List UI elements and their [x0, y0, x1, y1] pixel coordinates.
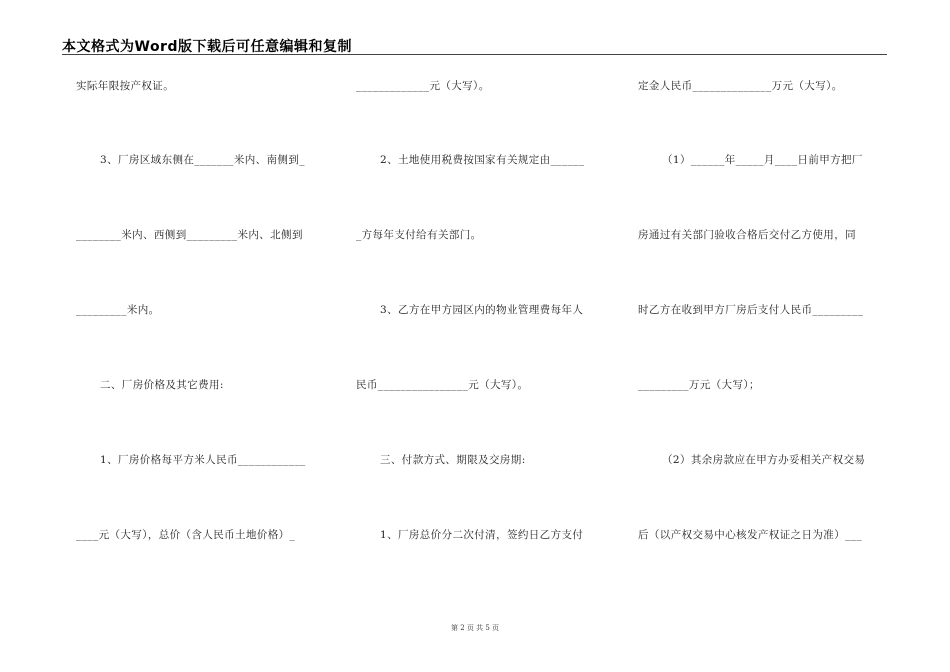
text-line: 后（以产权交易中心核发产权证之日为准）___ — [638, 529, 863, 541]
text-line: 1、厂房价格每平方米人民币____________ — [100, 454, 306, 466]
text-column-left — [76, 0, 326, 672]
text-line: 3、厂房区域东侧在_______米内、南侧到_ — [100, 154, 305, 166]
text-line: 2、土地使用税费按国家有关规定由______ — [380, 154, 585, 166]
text-line: （2）其余房款应在甲方办妥相关产权交易 — [662, 454, 866, 466]
text-line: _____________元（大写）。 — [356, 80, 490, 92]
text-line: 二、厂房价格及其它费用: — [100, 379, 224, 391]
text-line: ________米内、西侧到_________米内、北侧到 — [76, 229, 303, 241]
text-line: 1、厂房总价分二次付清，签约日乙方支付 — [380, 529, 584, 541]
text-line: _________米内。 — [76, 304, 160, 316]
page-number-footer: 第 2 页 共 5 页 — [450, 624, 500, 632]
text-line: 实际年限按产权证。 — [76, 80, 175, 92]
text-line: _________万元（大写）； — [638, 379, 760, 391]
text-line: 民币________________元（大写）。 — [356, 379, 529, 391]
text-line: 房通过有关部门验收合格后交付乙方使用，同 — [638, 229, 856, 241]
text-line: _方每年支付给有关部门。 — [356, 229, 482, 241]
document-header-title: 本文格式为Word版下载后可任意编辑和复制 — [62, 39, 352, 55]
text-line: 时乙方在收到甲方厂房后支付人民币_________ — [638, 304, 864, 316]
text-line: （1）______年_____月____日前甲方把厂 — [662, 154, 863, 166]
text-column-middle — [356, 0, 606, 672]
text-line: ____元（大写），总价（含人民币土地价格）_ — [76, 529, 296, 541]
text-line: 3、乙方在甲方园区内的物业管理费每年人 — [380, 304, 584, 316]
text-line: 定金人民币______________万元（大写）。 — [638, 80, 843, 92]
text-line: 三、付款方式、期限及交房期: — [380, 454, 526, 466]
text-column-right — [638, 0, 888, 672]
